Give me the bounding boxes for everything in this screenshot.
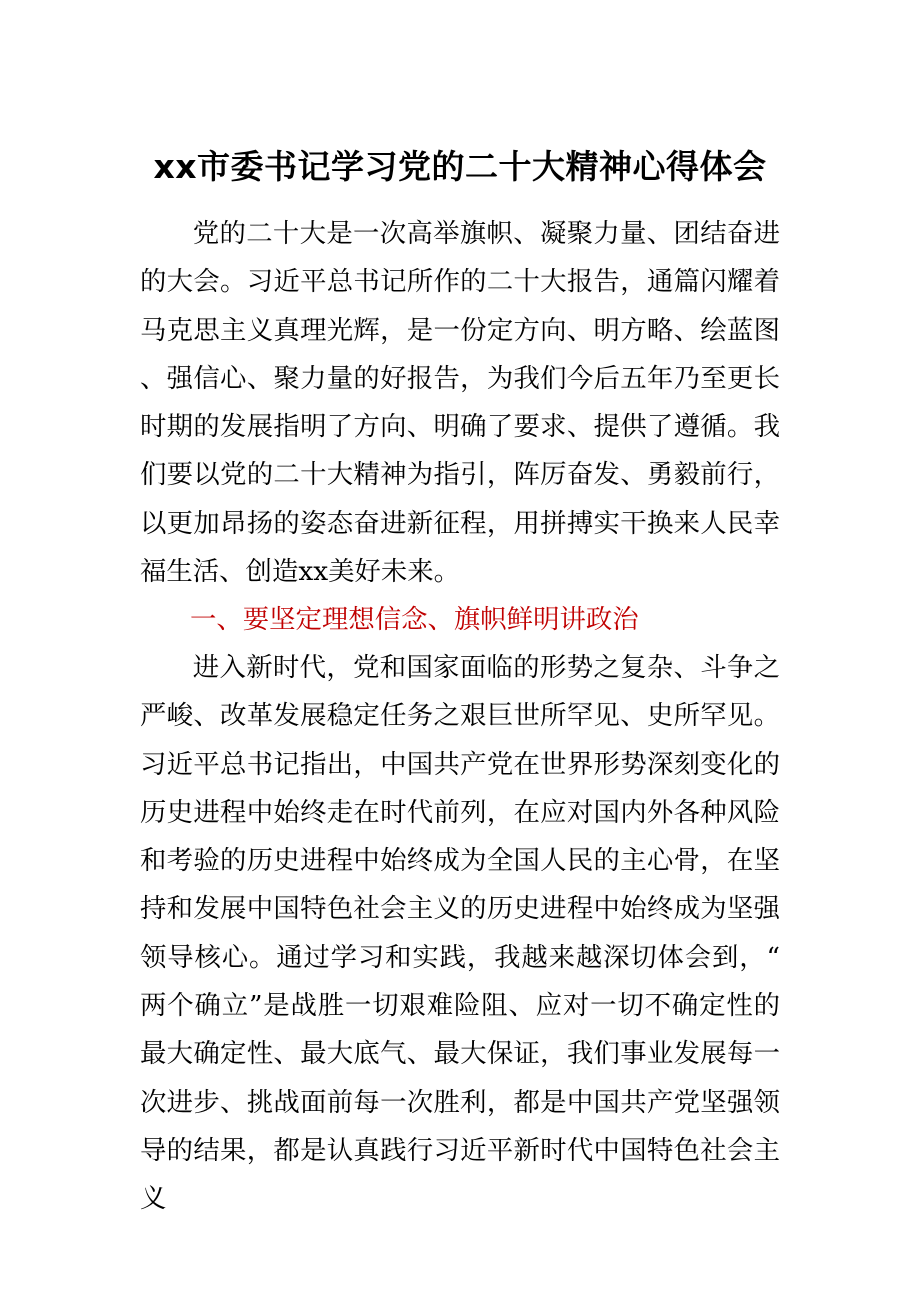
intro-paragraph: 党的二十大是一次高举旗帜、凝聚力量、团结奋进的大会。习近平总书记所作的二十大报告，通篇闪耀着马克思主义真理光辉，是一份定方向、明方略、绘蓝图、强信心、聚力量的好报告，为我们今后五年乃至更长时期的发展指明了方向、明确了要求、提供了遵循。我们要以党的二十大精神为指引，阵厉奋发、勇毅前行，以更加昂扬的姿态奋进新征程，用拼搏实干换来人民幸福生活、创造xx美好未来。 [140, 218, 780, 588]
section-1-paragraph: 进入新时代，党和国家面临的形势之复杂、斗争之严峻、改革发展稳定任务之艰巨世所罕见、史所罕见。习近平总书记指出，中国共产党在世界形势深刻变化的历史进程中始终走在时代前列，在应对国内外各种风险和考验的历史进程中始终成为全国人民的主心骨，在坚持和发展中国特色社会主义的历史进程中始终成为坚强领导核心。通过学习和实践，我越来越深切体会到，“两个确立”是战胜一切艰难险阻、应对一切不确定性的最大确定性、最大底气、最大保证，我们事业发展每一次进步、挑战面前每一次胜利，都是中国共产党坚强领导的结果，都是认真践行习近平新时代中国特色社会主义 [140, 652, 780, 1215]
section-heading-1: 一、要坚定理想信念、旗帜鲜明讲政治 [190, 604, 639, 635]
document-title: xx市委书记学习党的二十大精神心得体会 [153, 147, 767, 186]
